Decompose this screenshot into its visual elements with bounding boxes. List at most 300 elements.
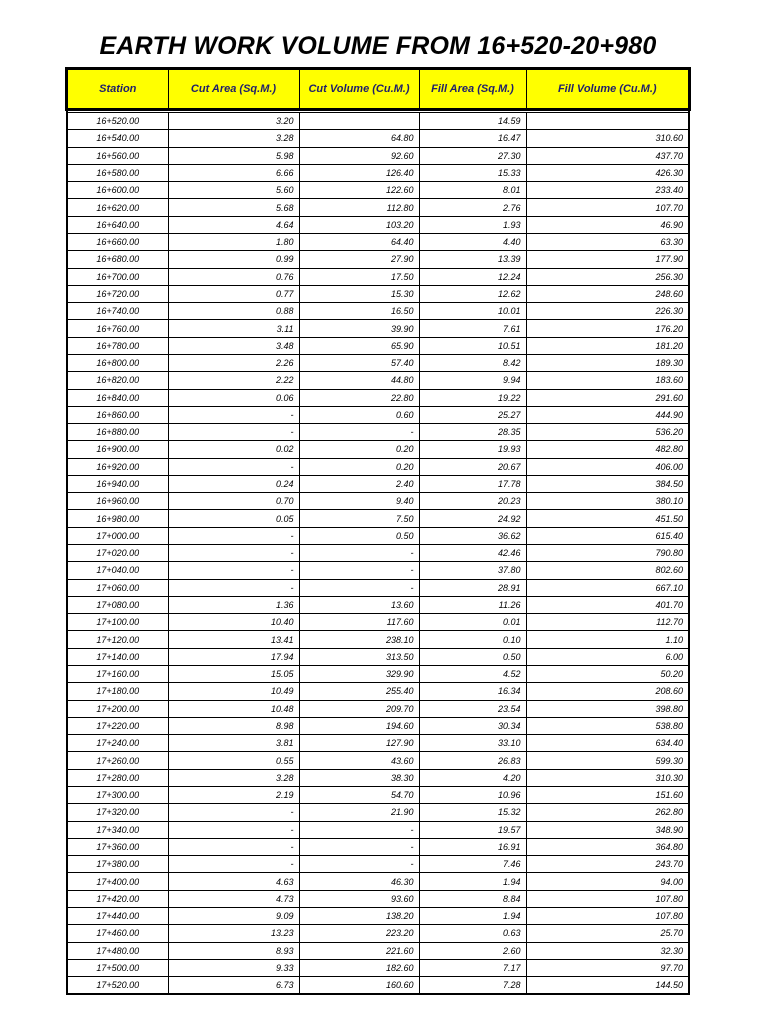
table-row [67,320,689,337]
cell-station: 17+260.00 [67,752,168,769]
cell-cut-area: 1.36 [168,596,299,613]
cell-fill-area: 37.80 [419,562,526,579]
cell-station: 16+680.00 [67,251,168,268]
cell-fill-volume: 437.70 [526,147,689,164]
table-row [67,182,689,199]
cell-cut-area: 0.55 [168,752,299,769]
cell-fill-volume: 364.80 [526,838,689,855]
table-row [67,700,689,717]
table-row [67,199,689,216]
cell-fill-area: 16.34 [419,683,526,700]
table-row [67,372,689,389]
table-row [67,233,689,250]
cell-fill-area: 19.57 [419,821,526,838]
cell-fill-volume: 802.60 [526,562,689,579]
cell-cut-volume: 64.80 [299,130,419,147]
cell-fill-volume: 208.60 [526,683,689,700]
cell-fill-volume: 482.80 [526,441,689,458]
cell-fill-area: 0.10 [419,631,526,648]
cell-station: 16+640.00 [67,216,168,233]
header-fill-volume: Fill Volume (Cu.M.) [526,69,689,109]
cell-cut-area: 10.40 [168,614,299,631]
cell-cut-area: 4.64 [168,216,299,233]
cell-fill-volume: 384.50 [526,475,689,492]
cell-fill-area: 26.83 [419,752,526,769]
header-row [67,69,689,109]
table-row [67,493,689,510]
cell-station: 17+240.00 [67,735,168,752]
cell-fill-volume: 63.30 [526,233,689,250]
cell-station: 17+180.00 [67,683,168,700]
table-row [67,337,689,354]
cell-fill-volume: 310.30 [526,769,689,786]
cell-fill-volume: 426.30 [526,164,689,181]
cell-fill-volume: 599.30 [526,752,689,769]
header-cut-volume: Cut Volume (Cu.M.) [299,69,419,109]
cell-cut-volume: - [299,424,419,441]
cell-cut-area: 3.11 [168,320,299,337]
cell-cut-volume: 9.40 [299,493,419,510]
cell-fill-area: 4.40 [419,233,526,250]
cell-cut-area: - [168,821,299,838]
cell-cut-volume: 103.20 [299,216,419,233]
cell-station: 17+060.00 [67,579,168,596]
cell-fill-volume: 310.60 [526,130,689,147]
table-row [67,510,689,527]
cell-fill-area: 12.24 [419,268,526,285]
table-row [67,683,689,700]
table-row [67,856,689,873]
cell-fill-area: 23.54 [419,700,526,717]
cell-cut-area: 0.02 [168,441,299,458]
cell-fill-area: 4.52 [419,666,526,683]
cell-cut-volume: 64.40 [299,233,419,250]
cell-fill-area: 0.01 [419,614,526,631]
cell-cut-area: 0.88 [168,303,299,320]
cell-fill-volume: 291.60 [526,389,689,406]
table-row [67,113,689,130]
cell-fill-volume: 380.10 [526,493,689,510]
cell-fill-volume: 667.10 [526,579,689,596]
table-row [67,821,689,838]
cell-cut-volume: 182.60 [299,959,419,976]
cell-fill-volume: 177.90 [526,251,689,268]
cell-cut-volume: 27.90 [299,251,419,268]
cell-station: 17+340.00 [67,821,168,838]
cell-station: 17+300.00 [67,786,168,803]
cell-fill-area: 25.27 [419,406,526,423]
cell-fill-area: 8.42 [419,354,526,371]
cell-cut-volume: 16.50 [299,303,419,320]
cell-cut-area: 3.28 [168,130,299,147]
cell-fill-area: 19.22 [419,389,526,406]
table-row [67,303,689,320]
cell-station: 17+400.00 [67,873,168,890]
cell-fill-volume: 256.30 [526,268,689,285]
cell-station: 17+460.00 [67,925,168,942]
cell-cut-volume: 209.70 [299,700,419,717]
cell-fill-volume: 107.80 [526,907,689,924]
cell-cut-area: 0.99 [168,251,299,268]
cell-cut-area: 6.73 [168,977,299,995]
cell-fill-area: 1.93 [419,216,526,233]
cell-cut-volume: 46.30 [299,873,419,890]
cell-station: 16+720.00 [67,285,168,302]
table-row [67,579,689,596]
cell-cut-area: 3.20 [168,113,299,130]
cell-cut-volume: 15.30 [299,285,419,302]
cell-fill-area: 24.92 [419,510,526,527]
cell-fill-area: 11.26 [419,596,526,613]
cell-station: 16+820.00 [67,372,168,389]
cell-fill-volume: 451.50 [526,510,689,527]
cell-cut-volume: 0.60 [299,406,419,423]
table-row [67,130,689,147]
cell-cut-area: 0.24 [168,475,299,492]
cell-fill-volume: 406.00 [526,458,689,475]
cell-station: 17+360.00 [67,838,168,855]
cell-fill-area: 15.32 [419,804,526,821]
table-row [67,389,689,406]
cell-fill-volume: 107.80 [526,890,689,907]
cell-fill-area: 0.50 [419,648,526,665]
table-row [67,873,689,890]
cell-fill-area: 10.51 [419,337,526,354]
cell-cut-area: 9.09 [168,907,299,924]
table-row [67,959,689,976]
header-station: Station [67,69,168,109]
cell-cut-volume: 43.60 [299,752,419,769]
cell-fill-area: 20.67 [419,458,526,475]
cell-cut-volume: 112.80 [299,199,419,216]
cell-station: 17+000.00 [67,527,168,544]
cell-cut-volume: 138.20 [299,907,419,924]
cell-cut-volume: 13.60 [299,596,419,613]
table-row [67,545,689,562]
cell-cut-area: 2.26 [168,354,299,371]
cell-fill-volume: 536.20 [526,424,689,441]
cell-station: 16+540.00 [67,130,168,147]
cell-fill-volume: 262.80 [526,804,689,821]
cell-cut-volume: 329.90 [299,666,419,683]
cell-cut-area: 13.41 [168,631,299,648]
cell-fill-volume: 50.20 [526,666,689,683]
cell-fill-area: 16.47 [419,130,526,147]
cell-cut-area: - [168,856,299,873]
table-row [67,527,689,544]
table-row [67,717,689,734]
cell-cut-area: 10.49 [168,683,299,700]
cell-cut-area: - [168,804,299,821]
cell-station: 17+140.00 [67,648,168,665]
table-row [67,786,689,803]
cell-cut-volume [299,113,419,130]
cell-cut-volume: 255.40 [299,683,419,700]
cell-cut-volume: 221.60 [299,942,419,959]
table-row [67,596,689,613]
cell-fill-volume: 144.50 [526,977,689,995]
cell-cut-area: 2.19 [168,786,299,803]
cell-cut-volume: - [299,856,419,873]
cell-fill-volume: 183.60 [526,372,689,389]
cell-cut-volume: - [299,579,419,596]
cell-cut-volume: 313.50 [299,648,419,665]
cell-station: 16+600.00 [67,182,168,199]
cell-station: 16+880.00 [67,424,168,441]
cell-cut-volume: 21.90 [299,804,419,821]
cell-cut-area: - [168,838,299,855]
cell-cut-area: 0.06 [168,389,299,406]
cell-fill-area: 4.20 [419,769,526,786]
cell-cut-area: - [168,579,299,596]
cell-station: 17+020.00 [67,545,168,562]
cell-fill-area: 15.33 [419,164,526,181]
cell-cut-volume: 54.70 [299,786,419,803]
table-row [67,268,689,285]
table-row [67,977,689,995]
cell-fill-area: 10.96 [419,786,526,803]
cell-station: 16+660.00 [67,233,168,250]
cell-fill-area: 13.39 [419,251,526,268]
table-row [67,164,689,181]
cell-cut-volume: - [299,562,419,579]
cell-station: 17+040.00 [67,562,168,579]
cell-cut-area: 4.73 [168,890,299,907]
table-row [67,406,689,423]
cell-cut-area: 9.33 [168,959,299,976]
cell-fill-area: 9.94 [419,372,526,389]
table-row [67,648,689,665]
cell-cut-volume: - [299,821,419,838]
table-row [67,458,689,475]
cell-station: 17+220.00 [67,717,168,734]
cell-fill-area: 1.94 [419,907,526,924]
table-row [67,614,689,631]
cell-fill-volume: 94.00 [526,873,689,890]
cell-fill-area: 28.91 [419,579,526,596]
table-row [67,147,689,164]
cell-cut-volume: 93.60 [299,890,419,907]
cell-fill-area: 28.35 [419,424,526,441]
table-row [67,251,689,268]
cell-fill-area: 7.17 [419,959,526,976]
table-row [67,752,689,769]
cell-fill-area: 8.84 [419,890,526,907]
cell-cut-area: 5.98 [168,147,299,164]
cell-cut-area: 5.60 [168,182,299,199]
cell-cut-area: 3.48 [168,337,299,354]
cell-cut-volume: 38.30 [299,769,419,786]
cell-cut-volume: 117.60 [299,614,419,631]
cell-cut-volume: 0.50 [299,527,419,544]
cell-fill-volume: 615.40 [526,527,689,544]
cell-fill-area: 17.78 [419,475,526,492]
cell-fill-area: 27.30 [419,147,526,164]
cell-fill-volume: 107.70 [526,199,689,216]
cell-cut-area: - [168,406,299,423]
cell-station: 16+920.00 [67,458,168,475]
cell-cut-area: 6.66 [168,164,299,181]
cell-fill-volume: 189.30 [526,354,689,371]
cell-fill-volume: 248.60 [526,285,689,302]
cell-fill-volume: 32.30 [526,942,689,959]
table-row [67,804,689,821]
cell-fill-volume [526,113,689,130]
cell-fill-area: 7.46 [419,856,526,873]
cell-station: 16+960.00 [67,493,168,510]
cell-fill-volume: 1.10 [526,631,689,648]
cell-station: 17+200.00 [67,700,168,717]
cell-cut-area: 17.94 [168,648,299,665]
cell-cut-volume: 0.20 [299,458,419,475]
cell-cut-volume: - [299,545,419,562]
cell-cut-area: 13.23 [168,925,299,942]
table-row [67,285,689,302]
cell-cut-volume: 92.60 [299,147,419,164]
cell-fill-volume: 226.30 [526,303,689,320]
cell-cut-area: 5.68 [168,199,299,216]
cell-fill-area: 7.28 [419,977,526,995]
page-title: EARTH WORK VOLUME FROM 16+520-20+980 [99,32,657,60]
cell-station: 16+940.00 [67,475,168,492]
cell-fill-area: 7.61 [419,320,526,337]
cell-station: 16+580.00 [67,164,168,181]
cell-fill-area: 2.76 [419,199,526,216]
cell-cut-area: 2.22 [168,372,299,389]
cell-fill-volume: 112.70 [526,614,689,631]
cell-fill-volume: 97.70 [526,959,689,976]
cell-cut-area: - [168,527,299,544]
cell-station: 17+520.00 [67,977,168,995]
cell-fill-volume: 790.80 [526,545,689,562]
cell-fill-area: 0.63 [419,925,526,942]
cell-cut-area: 8.93 [168,942,299,959]
table-row [67,666,689,683]
cell-fill-area: 14.59 [419,113,526,130]
table-row [67,441,689,458]
cell-cut-volume: 0.20 [299,441,419,458]
table-row [67,735,689,752]
table-row [67,925,689,942]
cell-fill-volume: 634.40 [526,735,689,752]
table-row [67,907,689,924]
cell-cut-area: 15.05 [168,666,299,683]
cell-fill-volume: 398.80 [526,700,689,717]
earthwork-table [66,68,690,995]
cell-cut-volume: 22.80 [299,389,419,406]
cell-fill-volume: 538.80 [526,717,689,734]
cell-fill-area: 36.62 [419,527,526,544]
table-row [67,562,689,579]
cell-cut-volume: 39.90 [299,320,419,337]
cell-cut-volume: 122.60 [299,182,419,199]
cell-cut-area: 0.77 [168,285,299,302]
cell-cut-volume: 17.50 [299,268,419,285]
table-row [67,890,689,907]
cell-cut-area: 0.70 [168,493,299,510]
cell-cut-volume: 127.90 [299,735,419,752]
cell-station: 16+860.00 [67,406,168,423]
cell-station: 16+560.00 [67,147,168,164]
cell-fill-volume: 243.70 [526,856,689,873]
cell-fill-volume: 46.90 [526,216,689,233]
cell-station: 16+620.00 [67,199,168,216]
cell-cut-area: 0.76 [168,268,299,285]
cell-cut-volume: 44.80 [299,372,419,389]
cell-station: 17+440.00 [67,907,168,924]
table-row [67,631,689,648]
cell-station: 16+520.00 [67,113,168,130]
cell-station: 17+420.00 [67,890,168,907]
cell-cut-volume: 7.50 [299,510,419,527]
table-row [67,424,689,441]
cell-cut-volume: 194.60 [299,717,419,734]
cell-cut-area: 10.48 [168,700,299,717]
cell-station: 16+800.00 [67,354,168,371]
cell-cut-volume: 238.10 [299,631,419,648]
cell-station: 16+740.00 [67,303,168,320]
cell-cut-volume: 126.40 [299,164,419,181]
cell-cut-area: - [168,562,299,579]
cell-fill-area: 19.93 [419,441,526,458]
cell-station: 16+900.00 [67,441,168,458]
cell-station: 17+080.00 [67,596,168,613]
cell-fill-volume: 233.40 [526,182,689,199]
cell-fill-volume: 401.70 [526,596,689,613]
cell-fill-area: 30.34 [419,717,526,734]
cell-cut-area: 0.05 [168,510,299,527]
cell-station: 17+380.00 [67,856,168,873]
cell-fill-area: 12.62 [419,285,526,302]
table-row [67,942,689,959]
cell-station: 17+320.00 [67,804,168,821]
cell-fill-area: 1.94 [419,873,526,890]
table-row [67,354,689,371]
earthwork-sheet [66,68,688,995]
header-fill-area: Fill Area (Sq.M.) [419,69,526,109]
cell-station: 16+980.00 [67,510,168,527]
cell-station: 17+160.00 [67,666,168,683]
cell-station: 16+760.00 [67,320,168,337]
cell-fill-area: 16.91 [419,838,526,855]
cell-fill-volume: 348.90 [526,821,689,838]
table-row [67,769,689,786]
cell-cut-area: 1.80 [168,233,299,250]
cell-cut-area: - [168,424,299,441]
cell-station: 16+840.00 [67,389,168,406]
cell-station: 17+480.00 [67,942,168,959]
cell-fill-volume: 181.20 [526,337,689,354]
cell-cut-area: 8.98 [168,717,299,734]
cell-cut-volume: 65.90 [299,337,419,354]
cell-cut-area: 4.63 [168,873,299,890]
cell-cut-volume: 2.40 [299,475,419,492]
cell-fill-volume: 6.00 [526,648,689,665]
cell-cut-volume: 160.60 [299,977,419,995]
cell-cut-area: - [168,545,299,562]
cell-cut-volume: - [299,838,419,855]
cell-station: 17+100.00 [67,614,168,631]
cell-station: 16+780.00 [67,337,168,354]
cell-fill-volume: 444.90 [526,406,689,423]
cell-station: 16+700.00 [67,268,168,285]
cell-station: 17+500.00 [67,959,168,976]
cell-cut-volume: 57.40 [299,354,419,371]
header-cut-area: Cut Area (Sq.M.) [168,69,299,109]
cell-station: 17+280.00 [67,769,168,786]
cell-fill-area: 33.10 [419,735,526,752]
cell-cut-volume: 223.20 [299,925,419,942]
